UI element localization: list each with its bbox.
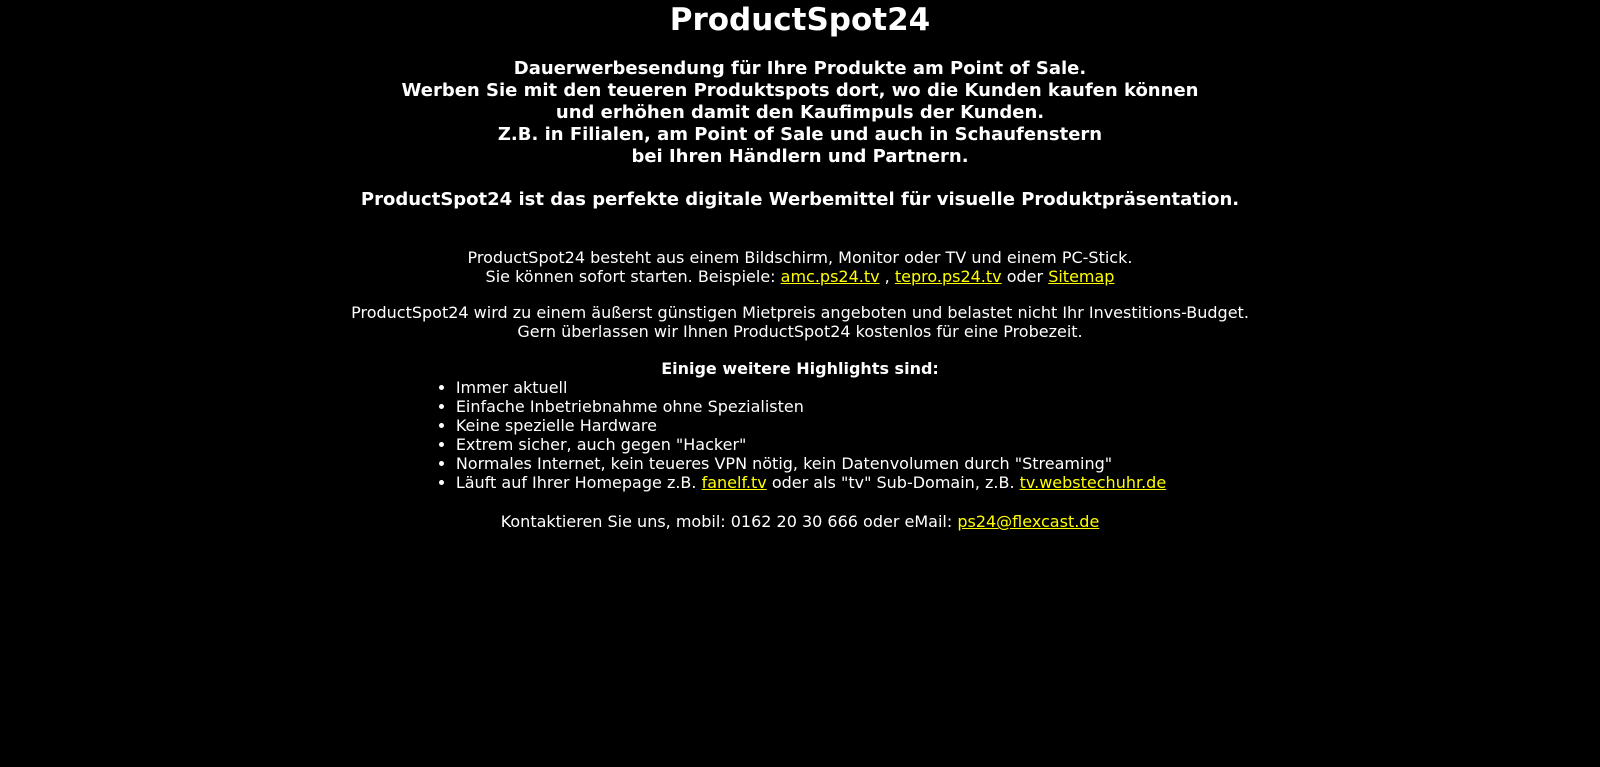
pricing-paragraph [0,303,1600,341]
pricing-line: ProductSpot24 wird zu einem äußerst günstigen Mietpreis angeboten und belastet nicht Ihr Investitions-Budget. [351,303,1249,322]
list-item: • Extrem sicher, auch gegen "Hacker" [456,435,1166,454]
intro-line: und erhöhen damit den Kaufimpuls der Kunden. [555,102,1045,123]
homepage-prefix: Läuft auf Ihrer Homepage z.B. [455,473,702,492]
examples-line [0,267,1600,286]
link-tepro-ps24[interactable]: tepro.ps24.tv [894,267,1002,286]
list-item: • Normales Internet, kein teueres VPN nötig, kein Datenvolumen durch "Streaming" [456,454,1166,473]
link-webstechuhr[interactable]: tv.webstechuhr.de [1019,473,1167,492]
list-item: • Einfache Inbetriebnahme ohne Spezialisten [456,397,1166,416]
description-paragraph [0,248,1600,286]
highlights-list-container [0,378,1600,492]
intro-line: Werben Sie mit den teueren Produktspots dort, wo die Kunden kaufen können [401,80,1199,101]
list-item: • Immer aktuell [456,378,1166,397]
link-fanelf[interactable]: fanelf.tv [701,473,767,492]
contact-line [0,512,1600,531]
homepage-middle: oder als "tv" Sub-Domain, z.B. [766,473,1020,492]
examples-prefix: Sie können sofort starten. Beispiele: [485,267,781,286]
page-title: ProductSpot24 [669,2,931,38]
link-email[interactable]: ps24@flexcast.de [957,512,1100,531]
examples-separator: , [879,267,895,286]
pricing-line: Gern überlassen wir Ihnen ProductSpot24 kostenlos für eine Probezeit. [517,322,1083,341]
link-sitemap[interactable]: Sitemap [1048,267,1115,286]
intro-line: Z.B. in Filialen, am Point of Sale und auch in Schaufenstern [497,124,1103,145]
intro-line: bei Ihren Händlern und Partnern. [631,146,969,167]
link-amc-ps24[interactable]: amc.ps24.tv [780,267,880,286]
description-line: ProductSpot24 besteht aus einem Bildschirm, Monitor oder TV und einem PC-Stick. [467,248,1133,267]
list-item: • Keine spezielle Hardware [456,416,1166,435]
list-item-homepage [456,473,1166,492]
examples-separator: oder [1001,267,1049,286]
intro-paragraph [0,58,1600,168]
tagline: ProductSpot24 ist das perfekte digitale Werbemittel für visuelle Produktpräsentation. [360,189,1240,210]
highlights-list [434,378,1166,492]
contact-prefix: Kontaktieren Sie uns, mobil: 0162 20 30 666 oder eMail: [500,512,958,531]
intro-line: Dauerwerbesendung für Ihre Produkte am Point of Sale. [513,58,1087,79]
highlights-heading: Einige weitere Highlights sind: [661,359,939,378]
